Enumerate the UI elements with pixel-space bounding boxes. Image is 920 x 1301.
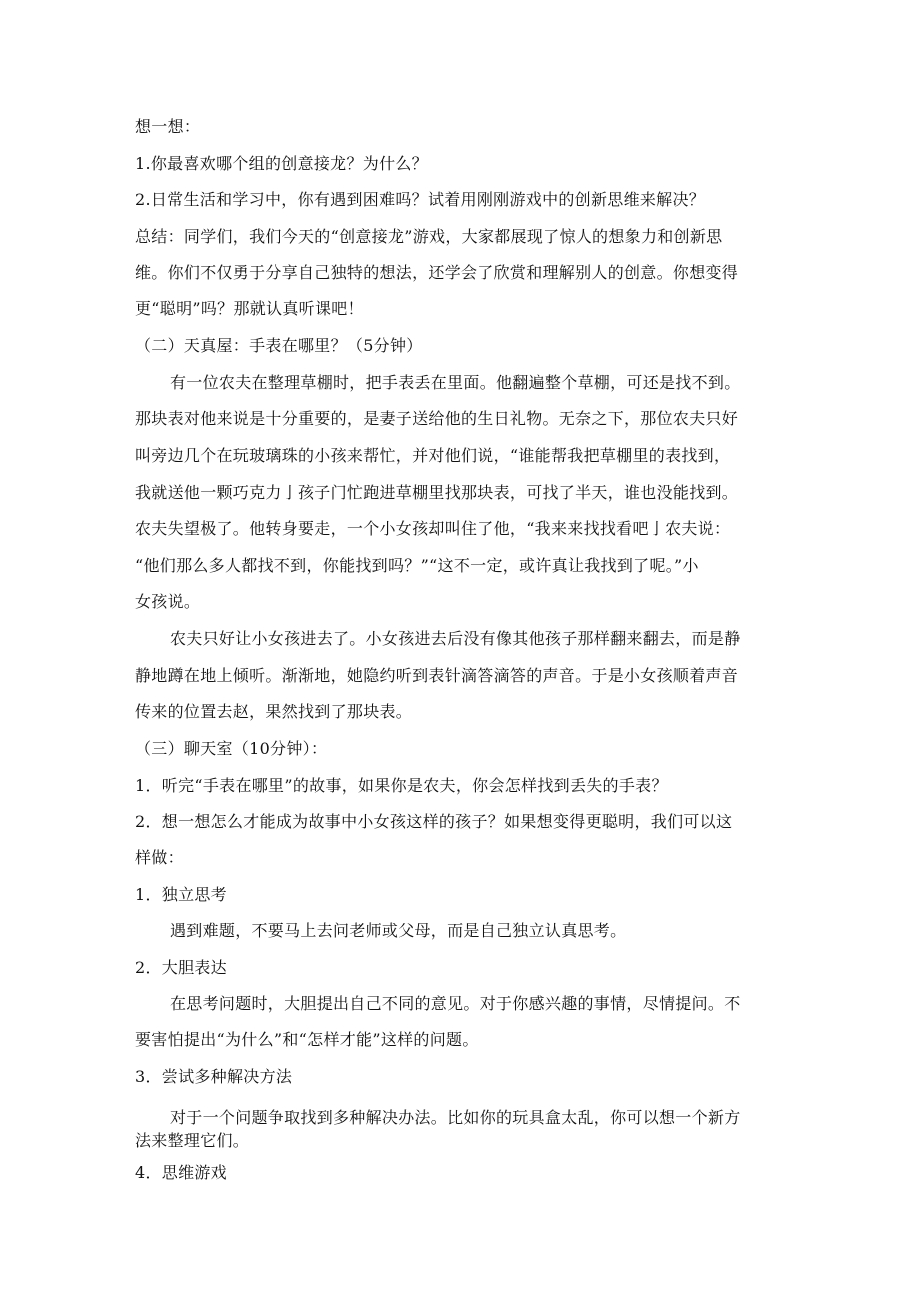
tip-heading-3: 3．尝试多种解决方法: [135, 1067, 293, 1086]
tip-heading-2: 2．大胆表达: [135, 958, 227, 977]
story-paragraph-line: 那块表对他来说是十分重要的，是妻子送给他的生日礼物。无奈之下，那位农夫只好: [135, 409, 739, 428]
story-paragraph-line: 我就送他一颗巧克力亅孩子门忙跑进草棚里找那块表，可找了半天，谁也没能找到。: [135, 483, 739, 502]
question-1: 1.你最喜欢哪个组的创意接龙？为什么？: [135, 154, 428, 173]
story-paragraph-line: 农夫失望极了。他转身要走，一个小女孩却叫住了他，“我来来找找看吧亅农夫说：: [135, 519, 731, 538]
story-paragraph-line: 叫旁边几个在玩玻璃珠的小孩来帮忙，并对他们说，“谁能帮我把草棚里的表找到，: [135, 446, 731, 465]
story-paragraph-line: 有一位农夫在整理草棚时，把手表丢在里面。他翻遍整个草棚，可还是找不到。: [170, 373, 741, 392]
story-paragraph-line: 静地蹲在地上倾听。渐渐地，她隐约听到表针滴答滴答的声音。于是小女孩顺着声音: [135, 666, 739, 685]
story-paragraph-line: 农夫只好让小女孩进去了。小女孩进去后没有像其他孩子那样翻来翻去，而是静: [170, 629, 741, 648]
tip-text-1: 遇到难题，不要马上去问老师或父母，而是自己独立认真思考。: [170, 921, 627, 940]
summary-line: 维。你们不仅勇于分享自己独特的想法，还学会了欣赏和理解别人的创意。你想变得: [135, 263, 739, 282]
heading-think: 想一想：: [135, 117, 201, 136]
summary-line: 更“聪明”吗？那就认真听课吧！: [135, 299, 364, 318]
tip-heading-1: 1．独立思考: [135, 885, 227, 904]
story-paragraph-line: 女孩说。: [135, 592, 201, 611]
summary-line: 总结：同学们，我们今天的“创意接龙”游戏，大家都展现了惊人的想象力和创新思: [135, 227, 723, 246]
story-paragraph-line: 传来的位置去赵，果然找到了那块表。: [135, 702, 413, 721]
tip-text-3: 对于一个问题争取找到多种解决办法。比如你的玩具盒太乱，你可以想一个新方: [170, 1108, 741, 1127]
question-2: 2.日常生活和学习中，你有遇到困难吗？试着用刚刚游戏中的创新思维来解决？: [135, 190, 706, 209]
section-heading-3: （三）聊天室（10分钟）：: [135, 739, 328, 758]
chat-question-2: 2．想一想怎么才能成为故事中小女孩这样的孩子？如果想变得更聪明，我们可以这: [135, 812, 733, 831]
section-heading-2: （二）天真屋：手表在哪里？（5分钟）: [135, 336, 423, 355]
chat-question-2: 样做：: [135, 848, 184, 867]
tip-text-2: 在思考问题时，大胆提出自己不同的意见。对于你感兴趣的事情，尽情提问。不: [170, 994, 741, 1013]
chat-question-1: 1．听完“手表在哪里”的故事，如果你是农夫，你会怎样找到丢失的手表？: [135, 776, 668, 795]
tip-text-3: 法来整理它们。: [135, 1131, 250, 1150]
tip-heading-4: 4．思维游戏: [135, 1163, 227, 1182]
story-paragraph-line: “他们那么多人都找不到，你能找到吗？”“这不一定，或许真让我找到了呢。”小: [135, 556, 699, 575]
tip-text-2: 要害怕提出“为什么”和“怎样才能”这样的问题。: [135, 1030, 479, 1049]
